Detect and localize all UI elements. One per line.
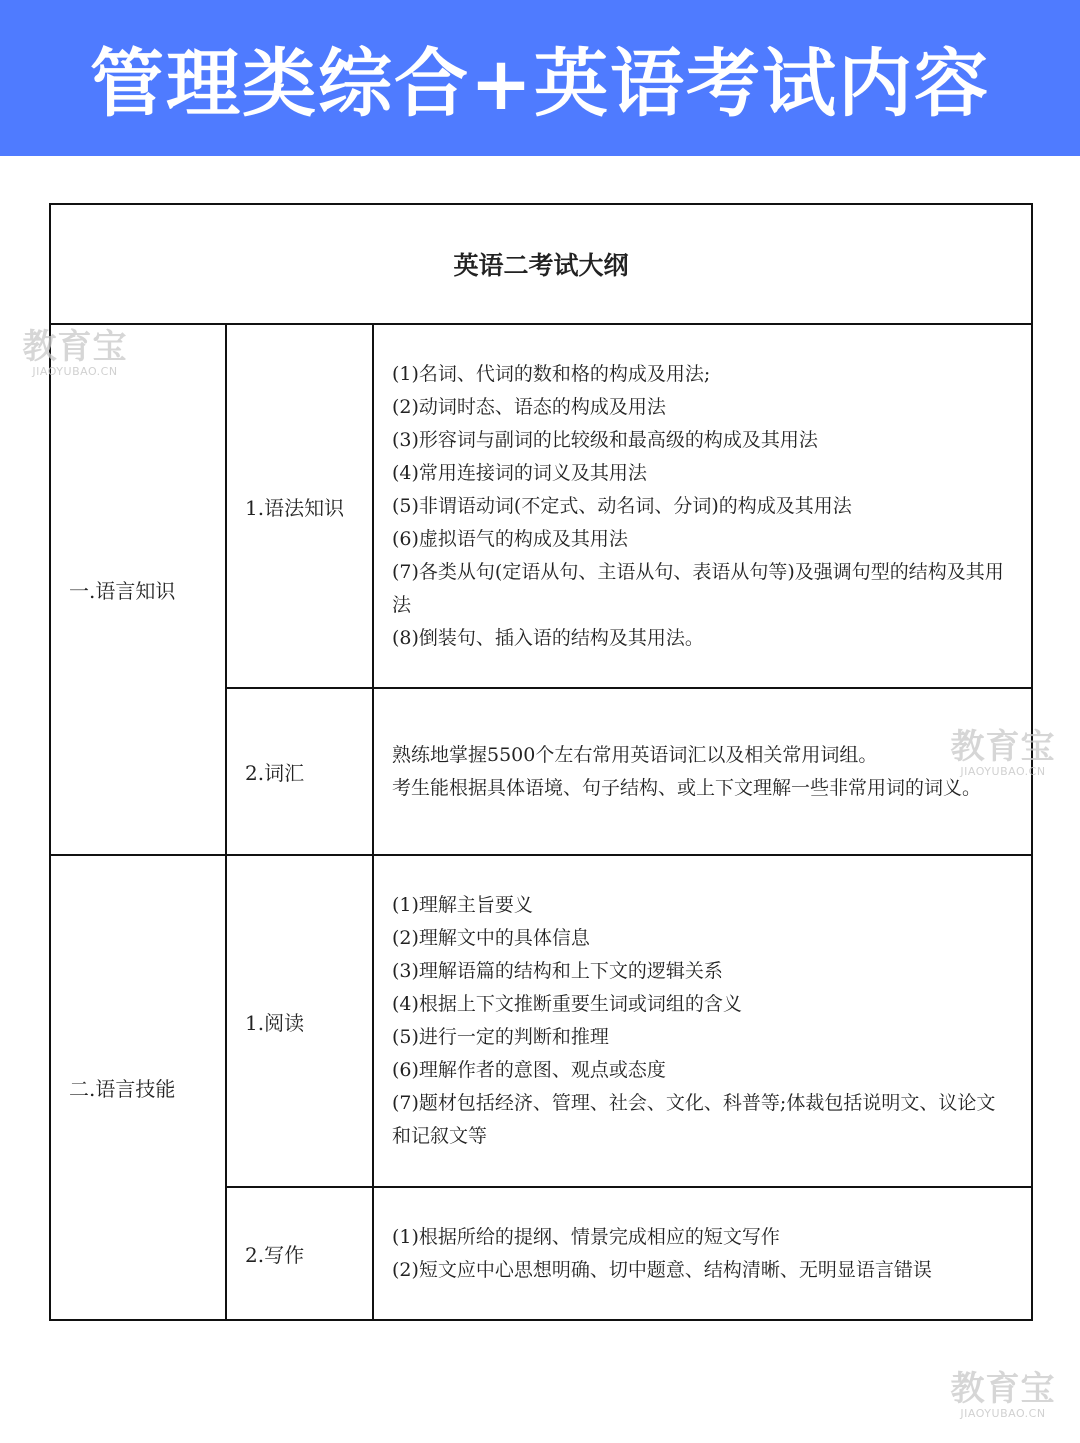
page-title: 管理类综合+英语考试内容 [89,41,990,127]
list-item: (6)虚拟语气的构成及其用法 [392,527,628,550]
category-label: 一.语言知识 [69,579,176,603]
list-item: (8)倒装句、插入语的结构及其用法。 [392,626,704,649]
content-cell [392,1188,1012,1319]
list-item: (4)根据上下文推断重要生词或词组的含义 [392,993,742,1015]
content-list [392,889,1012,1153]
watermark-logo [946,727,1060,778]
list-item: 熟练地掌握5500个左右常用英语词汇以及相关常用词组。 [392,743,878,766]
list-item: (3)理解语篇的结构和上下文的逻辑关系 [392,960,723,982]
watermark-domain: JIAOYUBAO.CN [960,765,1046,778]
watermark-logo [946,1369,1060,1420]
list-item: (2)理解文中的具体信息 [392,927,590,949]
watermark-domain: JIAOYUBAO.CN [32,365,118,378]
watermark-brand: 教育宝 [950,1369,1056,1409]
title-banner [0,0,1080,156]
list-item: 考生能根据具体语境、句子结构、或上下文理解一些非常用词的词义。 [392,776,982,799]
list-item: (5)进行一定的判断和推理 [392,1026,609,1048]
list-item: (2)动词时态、语态的构成及用法 [392,395,666,418]
watermark-logo [18,327,132,378]
content-list [392,739,1012,805]
content-cell [392,325,1012,687]
subcategory-cell [245,325,372,687]
list-item: (1)根据所给的提纲、情景完成相应的短文写作 [392,1225,780,1248]
list-item: (7)题材包括经济、管理、社会、文化、科普等;体裁包括说明文、议论文和记叙文等 [392,1092,996,1147]
subcategory-label: 1.阅读 [245,1010,305,1035]
subcategory-label: 1.语法知识 [245,495,345,520]
divider [372,323,374,1319]
list-item: (1)名词、代词的数和格的构成及用法; [392,362,711,385]
table-header-text: 英语二考试大纲 [453,251,629,280]
list-item: (6)理解作者的意图、观点或态度 [392,1059,666,1081]
table-header [51,205,1031,325]
content-list [392,358,1012,655]
category-cell [69,325,225,854]
content-cell [392,856,1012,1186]
list-item: (1)理解主旨要义 [392,894,533,916]
subcategory-label: 2.词汇 [245,761,305,785]
list-item: (4)常用连接词的词义及其用法 [392,461,647,484]
list-item: (7)各类从句(定语从句、主语从句、表语从句等)及强调句型的结构及其用法 [392,560,1004,616]
subcategory-cell [245,1188,372,1319]
subcategory-label: 2.写作 [245,1243,305,1267]
category-label: 二.语言技能 [69,1077,176,1101]
watermark-brand: 教育宝 [950,727,1056,767]
subcategory-cell [245,689,372,854]
list-item: (5)非谓语动词(不定式、动名词、分词)的构成及其用法 [392,494,852,517]
watermark-domain: JIAOYUBAO.CN [960,1407,1046,1420]
list-item: (3)形容词与副词的比较级和最高级的构成及其用法 [392,428,818,451]
content-list [392,1221,1012,1287]
content-cell [392,689,1012,854]
watermark-brand: 教育宝 [22,327,128,367]
syllabus-table [49,203,1033,1321]
category-cell [69,856,225,1319]
divider [225,323,227,1319]
list-item: (2)短文应中心思想明确、切中题意、结构清晰、无明显语言错误 [392,1258,932,1281]
subcategory-cell [245,856,372,1186]
